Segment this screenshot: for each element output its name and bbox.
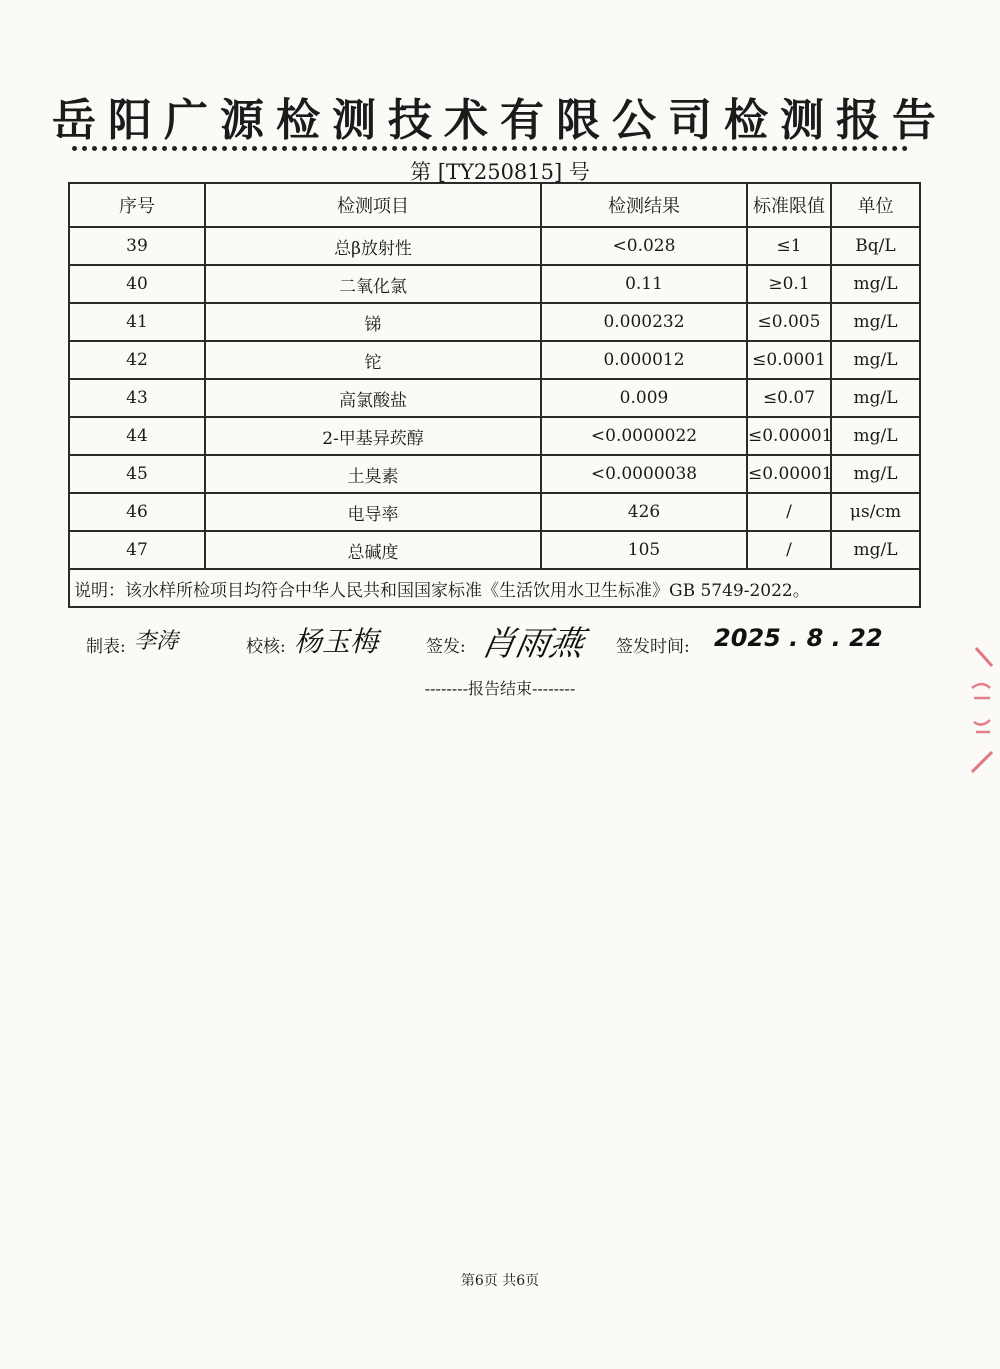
cell-unit: mg/L [831,417,920,455]
cell-item: 二氧化氯 [205,265,541,303]
cell-item: 总碱度 [205,531,541,569]
report-end-marker: --------报告结束-------- [424,679,576,698]
cell-unit: mg/L [831,455,920,493]
prepared-signature: 李涛 [134,629,179,654]
cell-no: 45 [69,455,205,493]
issued-signature: 肖雨燕 [477,624,587,664]
signature-row [0,618,1000,668]
table-row [69,341,920,379]
checked-signature: 杨玉梅 [294,625,379,658]
table-row [69,417,920,455]
title-dotted-rule [72,146,908,151]
table-row [69,531,920,569]
cell-result: 0.11 [541,265,747,303]
cell-no: 40 [69,265,205,303]
table-row [69,303,920,341]
cell-no: 47 [69,531,205,569]
cell-item: 2-甲基异莰醇 [205,417,541,455]
cell-result: 0.000012 [541,341,747,379]
report-title: 岳阳广源检测技术有限公司检测报告 [52,95,948,146]
cell-no: 44 [69,417,205,455]
cell-limit: / [747,493,831,531]
cell-limit: ≤0.00001 [747,417,831,455]
cell-limit: ≤1 [747,227,831,265]
cell-limit: ≤0.00001 [747,455,831,493]
cell-limit: ≥0.1 [747,265,831,303]
seal-edge-icon [962,640,1000,780]
cell-no: 41 [69,303,205,341]
cell-item: 铊 [205,341,541,379]
cell-no: 43 [69,379,205,417]
column-header-no: 序号 [69,183,205,227]
checked-label: 校核: [246,637,286,657]
cell-unit: mg/L [831,265,920,303]
note-row [69,569,920,607]
cell-unit: mg/L [831,379,920,417]
page-footer: 第6页 共6页 [460,1273,540,1289]
column-header-item: 检测项目 [205,183,541,227]
cell-limit: ≤0.07 [747,379,831,417]
cell-unit: μs/cm [831,493,920,531]
report-number: 第 [TY250815] 号 [410,160,590,184]
cell-result: <0.028 [541,227,747,265]
cell-unit: mg/L [831,341,920,379]
cell-unit: Bq/L [831,227,920,265]
cell-result: 0.000232 [541,303,747,341]
cell-result: <0.0000038 [541,455,747,493]
cell-no: 42 [69,341,205,379]
issued-label: 签发: [426,637,466,657]
cell-result: 426 [541,493,747,531]
cell-limit: / [747,531,831,569]
table-row [69,493,920,531]
cell-unit: mg/L [831,531,920,569]
cell-no: 46 [69,493,205,531]
table-row [69,227,920,265]
column-header-limit: 标准限值 [747,183,831,227]
cell-item: 总β放射性 [205,227,541,265]
conformity-note: 说明：该水样所检项目均符合中华人民共和国国家标准《生活饮用水卫生标准》GB 5749-2022。 [69,569,920,607]
column-header-unit: 单位 [831,183,920,227]
cell-result: 0.009 [541,379,747,417]
cell-no: 39 [69,227,205,265]
table-row [69,379,920,417]
cell-item: 土臭素 [205,455,541,493]
cell-item: 电导率 [205,493,541,531]
table-header-row [69,183,920,227]
cell-limit: ≤0.0001 [747,341,831,379]
table-row [69,265,920,303]
issue-date: 2025 . 8 . 22 [714,624,883,652]
table-row [69,455,920,493]
prepared-label: 制表: [86,637,126,657]
cell-result: 105 [541,531,747,569]
cell-item: 锑 [205,303,541,341]
results-table [68,182,921,608]
cell-item: 高氯酸盐 [205,379,541,417]
cell-limit: ≤0.005 [747,303,831,341]
issue-date-label: 签发时间: [616,637,690,657]
cell-result: <0.0000022 [541,417,747,455]
column-header-result: 检测结果 [541,183,747,227]
cell-unit: mg/L [831,303,920,341]
